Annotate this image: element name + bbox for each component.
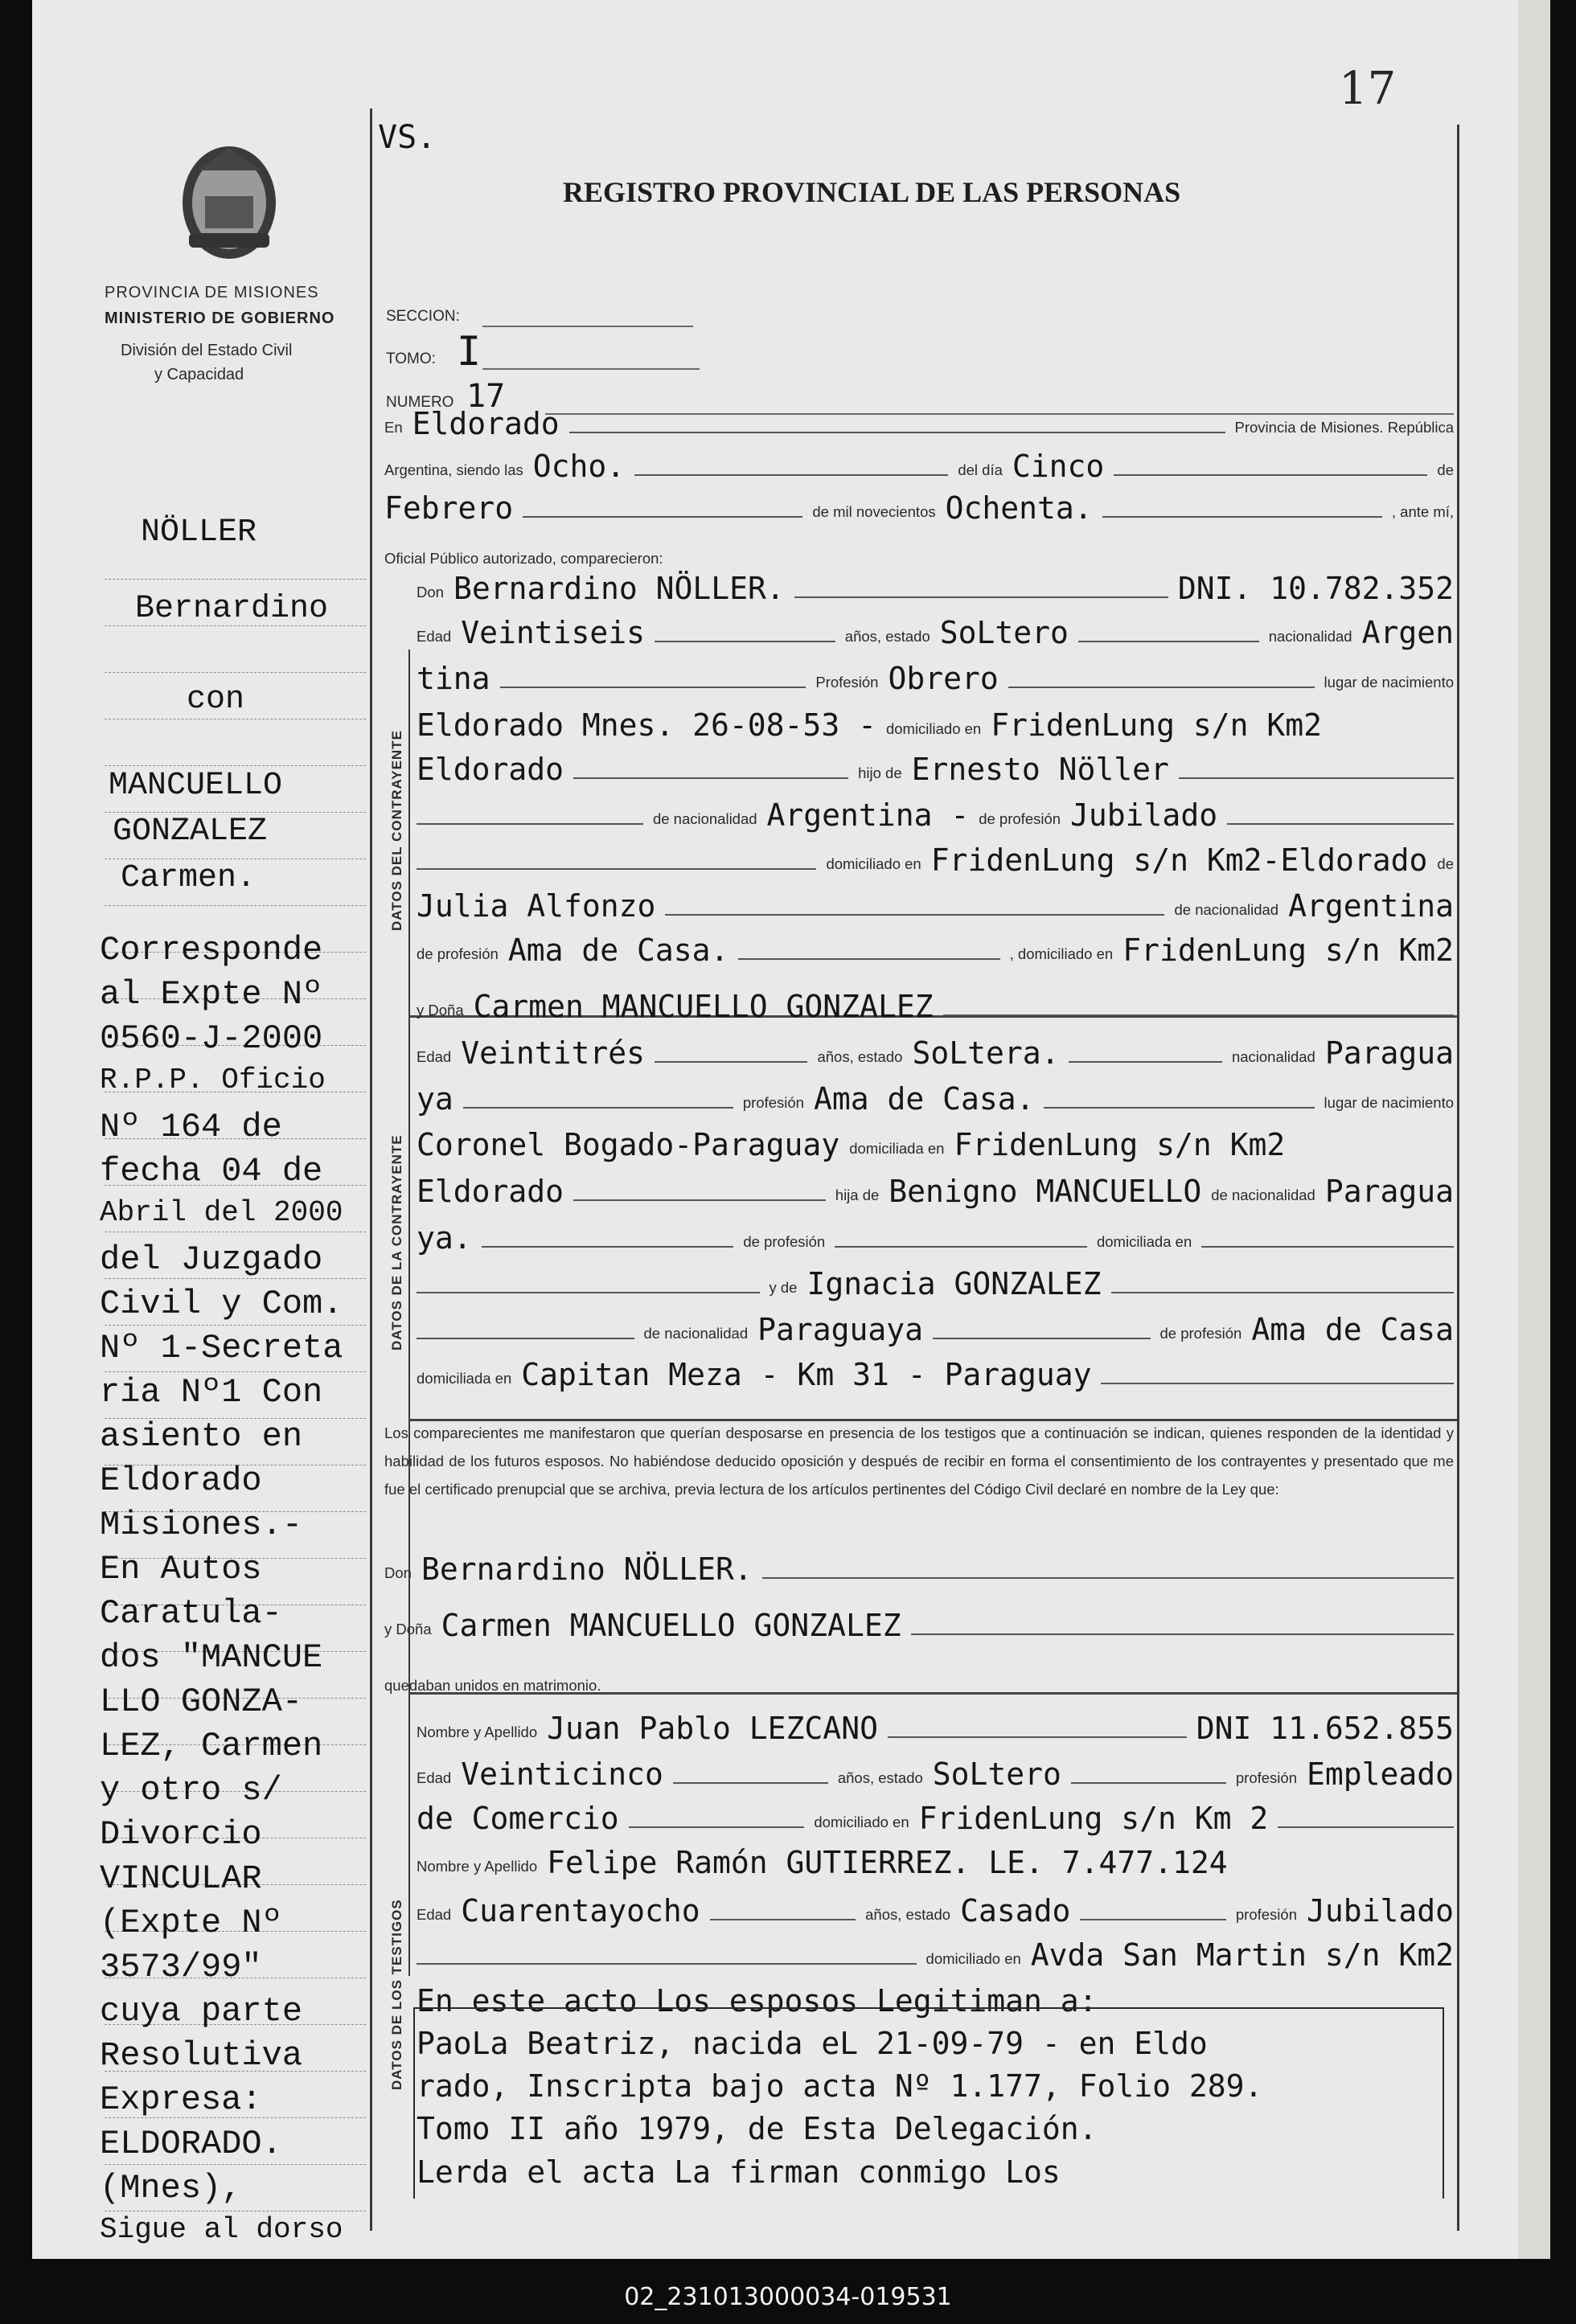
printed-label: nacionalidad bbox=[1231, 1048, 1315, 1065]
blank-rule bbox=[1227, 823, 1454, 825]
handwritten-entry: Paragua bbox=[1324, 1174, 1454, 1209]
blank-rule bbox=[665, 914, 1164, 916]
handwritten-entry: Argen bbox=[1361, 615, 1454, 650]
blank-rule bbox=[1078, 641, 1259, 642]
blank-rule bbox=[569, 432, 1225, 433]
margin-rule bbox=[105, 2164, 366, 2165]
handwritten-entry: En este acto Los esposos Legitiman a: bbox=[417, 1983, 1098, 2019]
form-line bbox=[417, 1842, 1454, 1879]
header-division: División del Estado Civil bbox=[121, 342, 293, 359]
blank-rule bbox=[943, 1014, 1454, 1016]
handwritten-entry: Cuarentayocho bbox=[461, 1893, 700, 1928]
margin-name-line: NÖLLER bbox=[141, 514, 257, 551]
blank-rule bbox=[629, 1826, 805, 1828]
printed-label: , ante mí, bbox=[1391, 503, 1455, 520]
printed-label: domiciliada en bbox=[417, 1370, 512, 1387]
form-line bbox=[417, 1707, 1454, 1744]
margin-note-line: asiento en bbox=[100, 1417, 303, 1456]
margin-note-line: Expresa: bbox=[100, 2080, 262, 2119]
margin-note-line: Nº 1-Secreta bbox=[100, 1329, 343, 1367]
margin-name-line: Bernardino bbox=[135, 591, 329, 627]
margin-note-line: dos "MANCUE bbox=[100, 1638, 323, 1677]
seccion-label: SECCION: bbox=[386, 308, 460, 325]
handwritten-entry: Ochenta. bbox=[945, 490, 1093, 526]
margin-note-line: Nº 164 de bbox=[100, 1108, 282, 1146]
form-line bbox=[417, 704, 1454, 741]
margin-note-line: R.P.P. Oficio bbox=[100, 1064, 326, 1096]
printed-label: y Doña bbox=[417, 1002, 464, 1019]
handwritten-entry: SoLtero bbox=[932, 1756, 1061, 1792]
handwritten-entry: Eldorado bbox=[417, 752, 564, 787]
legitimation-box bbox=[413, 2007, 1444, 2199]
form-line bbox=[417, 1753, 1454, 1790]
margin-rule bbox=[105, 1325, 366, 1326]
tomo-value: I bbox=[457, 328, 482, 375]
blank-rule bbox=[417, 868, 816, 870]
header-ministry: MINISTERIO DE GOBIERNO bbox=[105, 309, 335, 327]
handwritten-entry: Carmen MANCUELLO GONZALEZ bbox=[441, 1608, 901, 1643]
handwritten-entry: Lerda el acta La firman conmigo Los bbox=[417, 2154, 1061, 2190]
printed-label: quedaban unidos en matrimonio. bbox=[384, 1677, 601, 1694]
margin-note-line: LLO GONZA- bbox=[100, 1683, 303, 1721]
blank-rule bbox=[1069, 1061, 1221, 1063]
handwritten-entry: Paraguaya bbox=[757, 1312, 924, 1347]
printed-label: Profesión bbox=[815, 674, 879, 691]
margin-rule bbox=[105, 1371, 366, 1372]
handwritten-entry: Felipe Ramón GUTIERREZ. LE. 7.477.124 bbox=[547, 1845, 1228, 1880]
blank-rule bbox=[463, 1107, 733, 1109]
blank-rule bbox=[1201, 1246, 1454, 1248]
margin-note-line: Abril del 2000 bbox=[100, 1196, 343, 1229]
handwritten-entry: Coronel Bogado-Paraguay bbox=[417, 1127, 840, 1162]
page-title: REGISTRO PROVINCIAL DE LAS PERSONAS bbox=[563, 176, 1181, 208]
blank-rule bbox=[500, 687, 806, 688]
handwritten-entry: Carmen MANCUELLO GONZALEZ bbox=[473, 989, 934, 1024]
blank-rule bbox=[911, 1633, 1454, 1635]
blank-rule bbox=[1080, 1919, 1226, 1920]
handwritten-entry: FridenLung s/n Km2 bbox=[1122, 932, 1454, 968]
form-line bbox=[417, 568, 1454, 605]
blank-rule bbox=[933, 1338, 1151, 1339]
printed-label: Edad bbox=[417, 1769, 452, 1786]
form-line bbox=[417, 748, 1454, 785]
handwritten-entry: Ocho. bbox=[532, 449, 626, 484]
margin-note-line: Resolutiva bbox=[100, 2036, 303, 2075]
form-line bbox=[417, 929, 1454, 966]
handwritten-entry: Veintiseis bbox=[461, 615, 645, 650]
printed-label: de bbox=[1437, 461, 1454, 478]
handwritten-entry: Benigno MANCUELLO bbox=[889, 1174, 1202, 1209]
margin-note-line: ria Nº1 Con bbox=[100, 1373, 323, 1412]
handwritten-entry: Tomo II año 1979, de Esta Delegación. bbox=[417, 2111, 1098, 2146]
handwritten-entry: FridenLung s/n Km2-Eldorado bbox=[930, 842, 1428, 878]
blank-rule bbox=[1101, 1383, 1454, 1384]
header-division-line2: y Capacidad bbox=[154, 366, 244, 383]
printed-label: años, estado bbox=[865, 1906, 951, 1923]
printed-label: de mil novecientos bbox=[812, 503, 936, 520]
blank-rule bbox=[888, 1736, 1187, 1738]
handwritten-entry: Julia Alfonzo bbox=[417, 888, 656, 924]
blank-rule bbox=[655, 641, 835, 642]
handwritten-entry: Eldorado bbox=[412, 406, 560, 441]
printed-label: de nacionalidad bbox=[1174, 901, 1279, 918]
printed-label: En bbox=[384, 419, 403, 436]
printed-label: nacionalidad bbox=[1268, 628, 1352, 645]
image-footer-id: 02_231013000034-019531 bbox=[624, 2283, 952, 2311]
blank-rule bbox=[573, 777, 848, 779]
page-edge bbox=[1518, 0, 1550, 2259]
printed-label: lugar de nacimiento bbox=[1324, 1094, 1455, 1111]
margin-rule bbox=[105, 765, 366, 766]
province-coat-of-arms-icon bbox=[173, 138, 285, 263]
margin-rule bbox=[105, 905, 366, 906]
left-frame-line bbox=[370, 109, 372, 2231]
handwritten-entry: Casado bbox=[960, 1893, 1071, 1928]
blank-rule bbox=[417, 1292, 760, 1293]
handwritten-entry: Jubilado bbox=[1070, 797, 1218, 833]
form-line bbox=[417, 794, 1454, 831]
handwritten-entry: tina bbox=[417, 661, 490, 696]
margin-initials: VS. bbox=[378, 119, 437, 156]
form-line bbox=[417, 1797, 1454, 1834]
handwritten-entry: Obrero bbox=[888, 661, 999, 696]
margin-note-line: del Juzgado bbox=[100, 1240, 323, 1279]
printed-label: profesión bbox=[742, 1094, 804, 1111]
margin-note-line: (Expte Nº bbox=[100, 1904, 282, 1942]
handwritten-entry: Ernesto Nöller bbox=[911, 752, 1169, 787]
printed-label: y de bbox=[769, 1279, 798, 1296]
printed-label: del día bbox=[958, 461, 1003, 478]
handwritten-entry: de Comercio bbox=[417, 1801, 619, 1836]
form-line bbox=[417, 612, 1454, 649]
margin-note-line: Eldorado bbox=[100, 1461, 262, 1500]
blank-rule bbox=[417, 823, 643, 825]
form-line bbox=[417, 1890, 1454, 1927]
margin-name-line: Carmen. bbox=[121, 860, 257, 896]
numero-value: 17 bbox=[466, 378, 506, 415]
margin-note-line: Corresponde bbox=[100, 931, 323, 969]
printed-label: de nacionalidad bbox=[643, 1325, 749, 1342]
form-line bbox=[417, 1078, 1454, 1115]
form-line bbox=[417, 1124, 1454, 1161]
handwritten-entry: Argentina - bbox=[766, 797, 970, 833]
printed-label: años, estado bbox=[844, 628, 930, 645]
handwritten-entry: DNI 11.652.855 bbox=[1196, 1711, 1454, 1746]
handwritten-entry: FridenLung s/n Km2 bbox=[954, 1127, 1286, 1162]
printed-label: Edad bbox=[417, 1048, 452, 1065]
header-province: PROVINCIA DE MISIONES bbox=[105, 284, 319, 301]
margin-note-line: y otro s/ bbox=[100, 1771, 282, 1810]
handwritten-entry: PaoLa Beatriz, nacida eL 21-09-79 - en Eldo bbox=[417, 2026, 1208, 2061]
margin-note-line: fecha 04 de bbox=[100, 1152, 323, 1191]
margin-note-line: Divorcio bbox=[100, 1815, 262, 1854]
printed-label: Provincia de Misiones. República bbox=[1234, 419, 1454, 436]
side-label-contrayente: DATOS DEL CONTRAYENTE bbox=[389, 730, 404, 931]
blank-rule bbox=[482, 1246, 734, 1248]
margin-note-line: 0560-J-2000 bbox=[100, 1019, 323, 1058]
printed-label: de profesión bbox=[417, 945, 499, 962]
handwritten-entry: ya. bbox=[417, 1220, 472, 1256]
form-line bbox=[417, 1934, 1454, 1971]
margin-name-line: MANCUELLO bbox=[109, 768, 283, 804]
handwritten-entry: Ama de Casa bbox=[1251, 1312, 1455, 1347]
printed-label: de profesión bbox=[743, 1233, 826, 1250]
printed-label: lugar de nacimiento bbox=[1324, 674, 1455, 691]
printed-label: , domiciliado en bbox=[1009, 945, 1114, 962]
margin-note-line: En Autos bbox=[100, 1550, 262, 1588]
side-label-testigos: DATOS DE LOS TESTIGOS bbox=[389, 1899, 404, 2090]
handwritten-entry: Ama de Casa. bbox=[813, 1081, 1035, 1117]
blank-rule bbox=[762, 1577, 1454, 1579]
margin-note-line: LEZ, Carmen bbox=[100, 1727, 323, 1765]
form-line bbox=[417, 1354, 1454, 1391]
form-line bbox=[417, 986, 1454, 1023]
printed-label: domiciliado en bbox=[814, 1814, 909, 1830]
blank-rule bbox=[1008, 687, 1315, 688]
printed-label: domiciliado en bbox=[826, 855, 921, 872]
handwritten-entry: Jubilado bbox=[1306, 1893, 1455, 1928]
blank-rule bbox=[1114, 474, 1427, 476]
blank-rule bbox=[738, 958, 999, 960]
tomo-label: TOMO: bbox=[386, 350, 436, 367]
blank-rule bbox=[710, 1919, 856, 1920]
handwritten-entry: Veintitrés bbox=[461, 1035, 645, 1071]
form-line bbox=[417, 1217, 1454, 1254]
numero-label: NUMERO bbox=[386, 394, 454, 411]
printed-label: Edad bbox=[417, 628, 452, 645]
handwritten-entry: Veinticinco bbox=[461, 1756, 663, 1792]
handwritten-entry: Bernardino NÖLLER. bbox=[453, 571, 785, 606]
margin-note-line: Sigue al dorso bbox=[100, 2213, 343, 2246]
handwritten-entry: Juan Pablo LEZCANO bbox=[547, 1711, 878, 1746]
margin-rule bbox=[105, 579, 366, 580]
right-frame-line bbox=[1457, 125, 1459, 2231]
printed-label: Oficial Público autorizado, comparecieron: bbox=[384, 550, 663, 567]
handwritten-entry: rado, Inscripta bajo acta Nº 1.177, Folio 289. bbox=[417, 2068, 1263, 2104]
margin-name-line: con bbox=[187, 682, 245, 718]
printed-label: domiciliada en bbox=[849, 1140, 945, 1157]
blank-rule bbox=[1111, 1292, 1455, 1293]
form-line bbox=[417, 1032, 1454, 1069]
blank-rule bbox=[835, 1246, 1087, 1248]
form-line bbox=[417, 1170, 1454, 1207]
printed-label: y Doña bbox=[384, 1621, 432, 1637]
page-number: 17 bbox=[1339, 63, 1397, 115]
blank-rule bbox=[573, 1199, 826, 1201]
handwritten-entry: FridenLung s/n Km2 bbox=[991, 707, 1323, 743]
margin-note-line: ELDORADO. bbox=[100, 2125, 282, 2163]
margin-rule bbox=[105, 812, 366, 813]
margin-note-line: Civil y Com. bbox=[100, 1285, 343, 1323]
form-line bbox=[384, 534, 1454, 571]
printed-label: hija de bbox=[835, 1187, 880, 1203]
printed-label: Argentina, siendo las bbox=[384, 461, 523, 478]
handwritten-entry: Empleado bbox=[1306, 1756, 1455, 1792]
printed-label: de nacionalidad bbox=[1211, 1187, 1315, 1203]
handwritten-entry: Eldorado bbox=[417, 1174, 564, 1209]
declaration-paragraph: Los comparecientes me manifestaron que querían desposarse en presencia de los testigos que a continuación se indican, quienes responden de la identidad y habilidad de los futuros esposos. No habiéndose deducido oposición y después de recibir en forma el consentimiento de los contrayentes y presentado que me fue el certificado prenupcial que se archiva, previa lectura de los artículos pertinentes del Código Civil declaré en nombre de la Ley que: bbox=[384, 1424, 1454, 1498]
margin-name-line: GONZALEZ bbox=[113, 814, 268, 850]
handwritten-entry: Argentina bbox=[1288, 888, 1454, 924]
form-line bbox=[384, 1605, 1454, 1642]
handwritten-entry: Ignacia GONZALEZ bbox=[806, 1266, 1102, 1301]
printed-label: domiciliado en bbox=[925, 1950, 1021, 1967]
blank-rule bbox=[523, 516, 802, 518]
printed-label: de nacionalidad bbox=[652, 810, 757, 827]
handwritten-entry: FridenLung s/n Km 2 bbox=[918, 1801, 1269, 1836]
printed-label: Edad bbox=[417, 1906, 452, 1923]
form-line bbox=[417, 885, 1454, 922]
form-line bbox=[417, 839, 1454, 876]
handwritten-entry: ya bbox=[417, 1081, 454, 1117]
handwritten-entry: Cinco bbox=[1012, 449, 1105, 484]
handwritten-entry: Bernardino NÖLLER. bbox=[421, 1551, 753, 1587]
form-line bbox=[384, 1548, 1454, 1585]
margin-note-line: (Mnes), bbox=[100, 2169, 242, 2207]
printed-label: de profesión bbox=[979, 810, 1061, 827]
printed-label: domiciliado en bbox=[885, 720, 982, 737]
form-line bbox=[384, 1661, 1454, 1698]
form-line bbox=[384, 403, 1454, 440]
handwritten-entry: Febrero bbox=[384, 490, 514, 526]
blank-rule bbox=[673, 1782, 828, 1784]
blank-rule bbox=[417, 1338, 634, 1339]
margin-note-line: cuya parte bbox=[100, 1992, 303, 2031]
form-line bbox=[384, 487, 1454, 524]
margin-rule bbox=[105, 672, 366, 673]
printed-label: de profesión bbox=[1159, 1325, 1242, 1342]
margin-note-line: Misiones.- bbox=[100, 1506, 303, 1544]
blank-rule bbox=[417, 1963, 917, 1965]
handwritten-entry: Capitan Meza - Km 31 - Paraguay bbox=[521, 1357, 1092, 1392]
blank-rule bbox=[1044, 1107, 1314, 1109]
form-line bbox=[384, 445, 1454, 482]
printed-label: profesión bbox=[1235, 1906, 1297, 1923]
printed-label: profesión bbox=[1235, 1769, 1297, 1786]
blank-rule bbox=[634, 474, 948, 476]
side-label-la-contrayente: DATOS DE LA CONTRAYENTE bbox=[389, 1134, 404, 1351]
printed-label: domiciliada en bbox=[1096, 1233, 1192, 1250]
margin-note-line: VINCULAR bbox=[100, 1859, 262, 1898]
handwritten-entry: Avda San Martin s/n Km2 bbox=[1030, 1937, 1454, 1973]
handwritten-entry: Eldorado Mnes. 26-08-53 - bbox=[417, 707, 876, 743]
printed-label: hijo de bbox=[858, 764, 902, 781]
printed-label: años, estado bbox=[837, 1769, 923, 1786]
handwritten-entry: SoLtero bbox=[939, 615, 1069, 650]
blank-rule bbox=[1278, 1826, 1454, 1828]
blank-rule bbox=[1179, 777, 1454, 779]
handwritten-entry: Paragua bbox=[1324, 1035, 1455, 1071]
printed-label: Nombre y Apellido bbox=[417, 1858, 538, 1875]
form-line bbox=[417, 658, 1454, 695]
margin-note-line: 3573/99" bbox=[100, 1948, 262, 1986]
handwritten-entry: Ama de Casa. bbox=[507, 932, 729, 968]
blank-rule bbox=[1102, 516, 1382, 518]
blank-rule bbox=[794, 596, 1168, 598]
handwritten-entry: SoLtera. bbox=[912, 1035, 1060, 1071]
printed-label: Don bbox=[384, 1564, 412, 1581]
form-line bbox=[417, 1309, 1454, 1346]
printed-label: Don bbox=[417, 584, 444, 600]
margin-note-line: al Expte Nº bbox=[100, 975, 323, 1014]
blank-rule bbox=[655, 1061, 807, 1063]
section-inner-line bbox=[408, 650, 410, 1976]
handwritten-entry: DNI. 10.782.352 bbox=[1177, 571, 1454, 606]
blank-rule bbox=[1071, 1782, 1226, 1784]
margin-note-line: Caratula- bbox=[100, 1594, 282, 1633]
form-line bbox=[417, 1263, 1454, 1300]
printed-label: años, estado bbox=[817, 1048, 903, 1065]
printed-label: de bbox=[1437, 855, 1454, 872]
printed-label: Nombre y Apellido bbox=[417, 1724, 538, 1740]
